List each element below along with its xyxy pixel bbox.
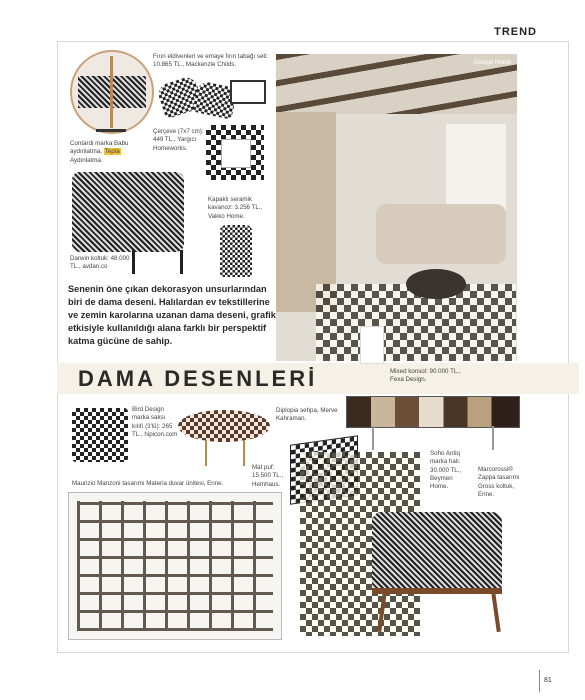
soho-caption: Soho Antiq marka halı: 30.000 TL., Beymen Home. — [430, 450, 462, 491]
caption-highlight: Tepta — [104, 148, 120, 156]
diplopia-caption: Diplopia sehpa, Merve Kahraman. — [276, 407, 338, 423]
gross-armchair-image — [372, 512, 502, 590]
caption-text: Aydınlatma. — [70, 156, 103, 164]
intro-paragraph: Senenin öne çıkan dekorasyon unsurlarından biri de dama deseni. Halılardan ev tekstillerine ve zemin karolarına uzanan dama deseni, grafik etkisiyle kullanıldığı alana farklı bir perspektif katma gücüne de sahip. — [68, 284, 276, 347]
page-divider — [539, 670, 540, 692]
chair-leg — [180, 250, 183, 274]
mat-caption: Mat puf: 15.500 TL., Hemhaus. — [252, 464, 284, 488]
darwin-armchair-image — [72, 172, 184, 252]
mixed-caption: Mixed konsol: 90.000 TL., Fexa Design. — [390, 368, 461, 384]
marcorossi-caption: Marcorossi® Zappa tasarımı Gross koltuk, Enne. — [478, 466, 520, 499]
page-number: 81 — [544, 677, 552, 684]
jar-image — [220, 225, 252, 277]
chair-frame — [372, 588, 502, 594]
bird-caption: Bird Design marka saksı kılıfı (3'lü): 265 TL., hipicon.com — [132, 406, 178, 439]
contardi-caption — [70, 140, 152, 165]
caption-text: Contardi marka Babu aydınlatma, — [70, 140, 129, 156]
darwin-caption: Darwin koltuk: 48.000 TL., avdan.co — [70, 255, 130, 271]
lamp-base — [96, 129, 126, 132]
baking-dish-image — [230, 80, 266, 104]
diplopia-table-image — [178, 410, 270, 442]
page-title: DAMA DESENLERİ — [78, 366, 318, 391]
bird-planter-image — [72, 408, 128, 462]
babu-lamp-image — [70, 50, 154, 134]
table-legs — [205, 440, 245, 466]
materia-wall-unit-image — [68, 492, 282, 640]
section-label: TREND — [494, 26, 537, 38]
kavanoz-caption: Kapaklı seramik kavanoz: 3.256 TL., Vakko Home. — [208, 196, 263, 220]
console-stand — [372, 426, 374, 450]
living-room-photo — [276, 54, 517, 361]
photo-credit: George Home — [473, 60, 511, 66]
console-stand — [492, 426, 494, 450]
cerceve-caption: Çerçeve (7x7 cm): 449 TL., Yargıcı Homeworks. — [153, 128, 204, 152]
mackenzie-caption: Fırın eldivenleri ve emaye fırın tabağı seti: 10.865 TL., Mackenzie Childs. — [153, 53, 269, 69]
materia-caption: Maurizio Manzoni tasarımı Materia duvar ünitesi, Enne. — [72, 480, 224, 487]
frame-image — [206, 125, 264, 180]
mixed-console-image — [346, 396, 520, 428]
lamp-shade — [360, 326, 384, 364]
